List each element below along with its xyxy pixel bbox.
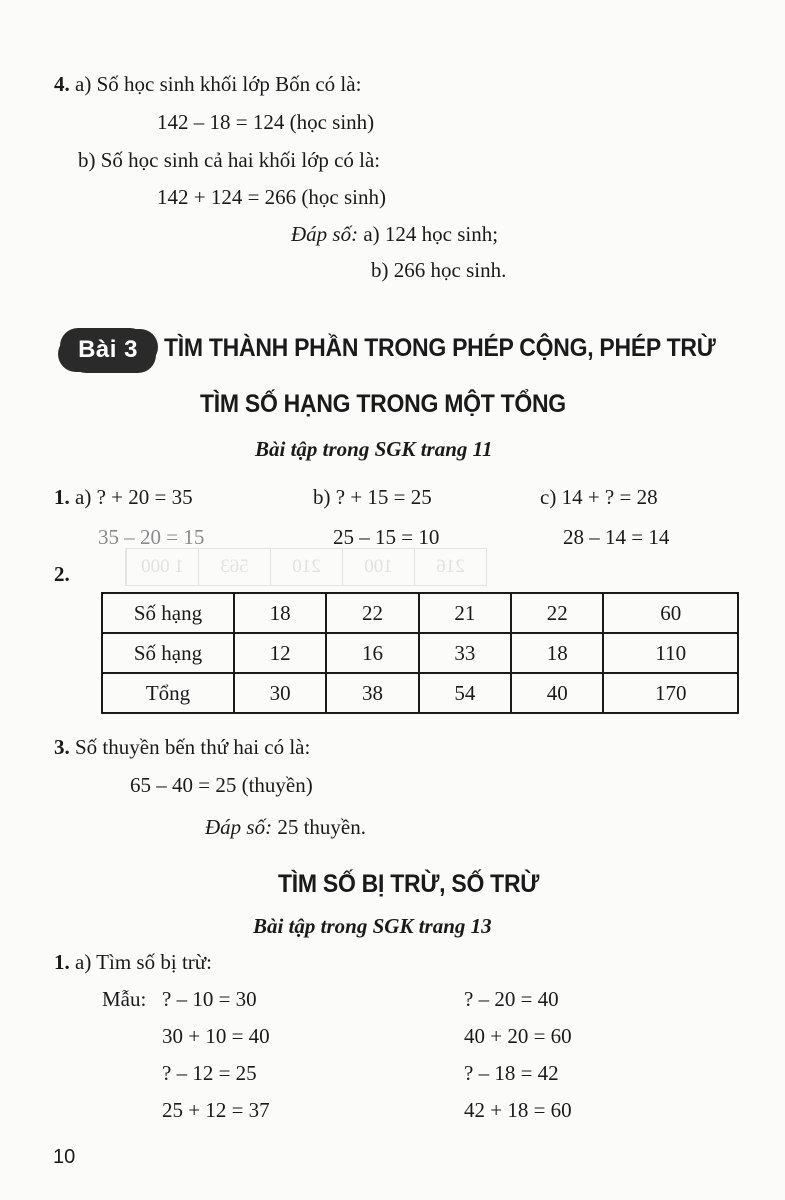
answer-1-a: 35 – 20 = 15	[98, 525, 205, 549]
answer-value: a) 124 học sinh;	[363, 222, 499, 246]
table-cell: 12	[234, 633, 326, 673]
bleed-through-table: 216 100 210 563 1 000	[125, 548, 487, 586]
exercise-1	[54, 950, 212, 975]
problem-number: 4.	[54, 72, 70, 96]
problem-4-b: b) Số học sinh cả hai khối lớp có là:	[78, 148, 381, 172]
addends-table	[101, 592, 739, 714]
calc-line: 40 + 20 = 60	[464, 1024, 572, 1048]
question: a) ? + 20 = 35	[75, 485, 193, 509]
calc-line: 42 + 18 = 60	[464, 1098, 572, 1122]
section-subtitle: Bài tập trong SGK trang 13	[253, 914, 492, 938]
table-cell: 16	[326, 633, 418, 673]
table-cell: 110	[603, 633, 738, 673]
answer-value: 25 thuyền.	[277, 815, 366, 839]
row-label: Tổng	[102, 673, 234, 713]
answer-1-c: 28 – 14 = 14	[563, 525, 670, 549]
calc-line: ? – 10 = 30	[162, 987, 257, 1011]
answer-line: b) 266 học sinh.	[371, 258, 507, 282]
calc-line: ? – 18 = 42	[464, 1061, 559, 1085]
calc-line: 25 + 12 = 37	[162, 1098, 270, 1122]
table-cell: 22	[511, 593, 603, 633]
table-cell: 18	[511, 633, 603, 673]
table-row	[102, 633, 738, 673]
problem-number: 2.	[54, 562, 70, 586]
table-row	[102, 673, 738, 713]
section-title: TÌM SỐ BỊ TRỪ, SỐ TRỪ	[278, 870, 540, 898]
problem-4-a	[54, 72, 361, 97]
table-cell: 22	[326, 593, 418, 633]
answer-line	[291, 222, 498, 247]
calc-line: ? – 12 = 25	[162, 1061, 257, 1085]
table-cell: 18	[234, 593, 326, 633]
section-title: TÌM SỐ HẠNG TRONG MỘT TỔNG	[200, 390, 566, 418]
table-cell: 30	[234, 673, 326, 713]
exercise-1-a	[54, 485, 193, 510]
table-cell: 40	[511, 673, 603, 713]
answer-label: Đáp số:	[205, 815, 273, 839]
lesson-badge-label: Bài 3	[78, 336, 138, 363]
answer-line	[205, 815, 366, 840]
table-cell: 21	[419, 593, 511, 633]
exercise-3	[54, 735, 310, 760]
table-cell: 170	[603, 673, 738, 713]
calc-line: 30 + 10 = 40	[162, 1024, 270, 1048]
calc-line: ? – 20 = 40	[464, 987, 559, 1011]
answer-1-b: 25 – 15 = 10	[333, 525, 440, 549]
answer-label: Đáp số:	[291, 222, 359, 246]
section-subtitle: Bài tập trong SGK trang 11	[255, 437, 493, 461]
problem-number: 3.	[54, 735, 70, 759]
calc-line: 65 – 40 = 25 (thuyền)	[130, 773, 313, 797]
exercise-1-b: b) ? + 15 = 25	[313, 485, 432, 509]
problem-text: a) Số học sinh khối lớp Bốn có là:	[75, 72, 362, 96]
problem-number: 1.	[54, 950, 70, 974]
table-cell: 54	[419, 673, 511, 713]
table-cell: 33	[419, 633, 511, 673]
table-cell: 38	[326, 673, 418, 713]
calc-line: 142 – 18 = 124 (học sinh)	[157, 110, 375, 134]
row-label: Số hạng	[102, 593, 234, 633]
table-row	[102, 593, 738, 633]
page-number: 10	[53, 1146, 76, 1168]
exercise-1-c: c) 14 + ? = 28	[540, 485, 658, 509]
problem-text: Số thuyền bến thứ hai có là:	[75, 735, 311, 759]
row-label: Số hạng	[102, 633, 234, 673]
problem-number: 1.	[54, 485, 70, 509]
calc-line: 142 + 124 = 266 (học sinh)	[157, 185, 387, 209]
table-cell: 60	[603, 593, 738, 633]
lesson-badge	[62, 330, 154, 370]
problem-text: a) Tìm số bị trừ:	[75, 950, 212, 974]
lesson-title: TÌM THÀNH PHẦN TRONG PHÉP CỘNG, PHÉP TRỪ	[164, 334, 716, 362]
sample-label: Mẫu:	[102, 987, 147, 1011]
